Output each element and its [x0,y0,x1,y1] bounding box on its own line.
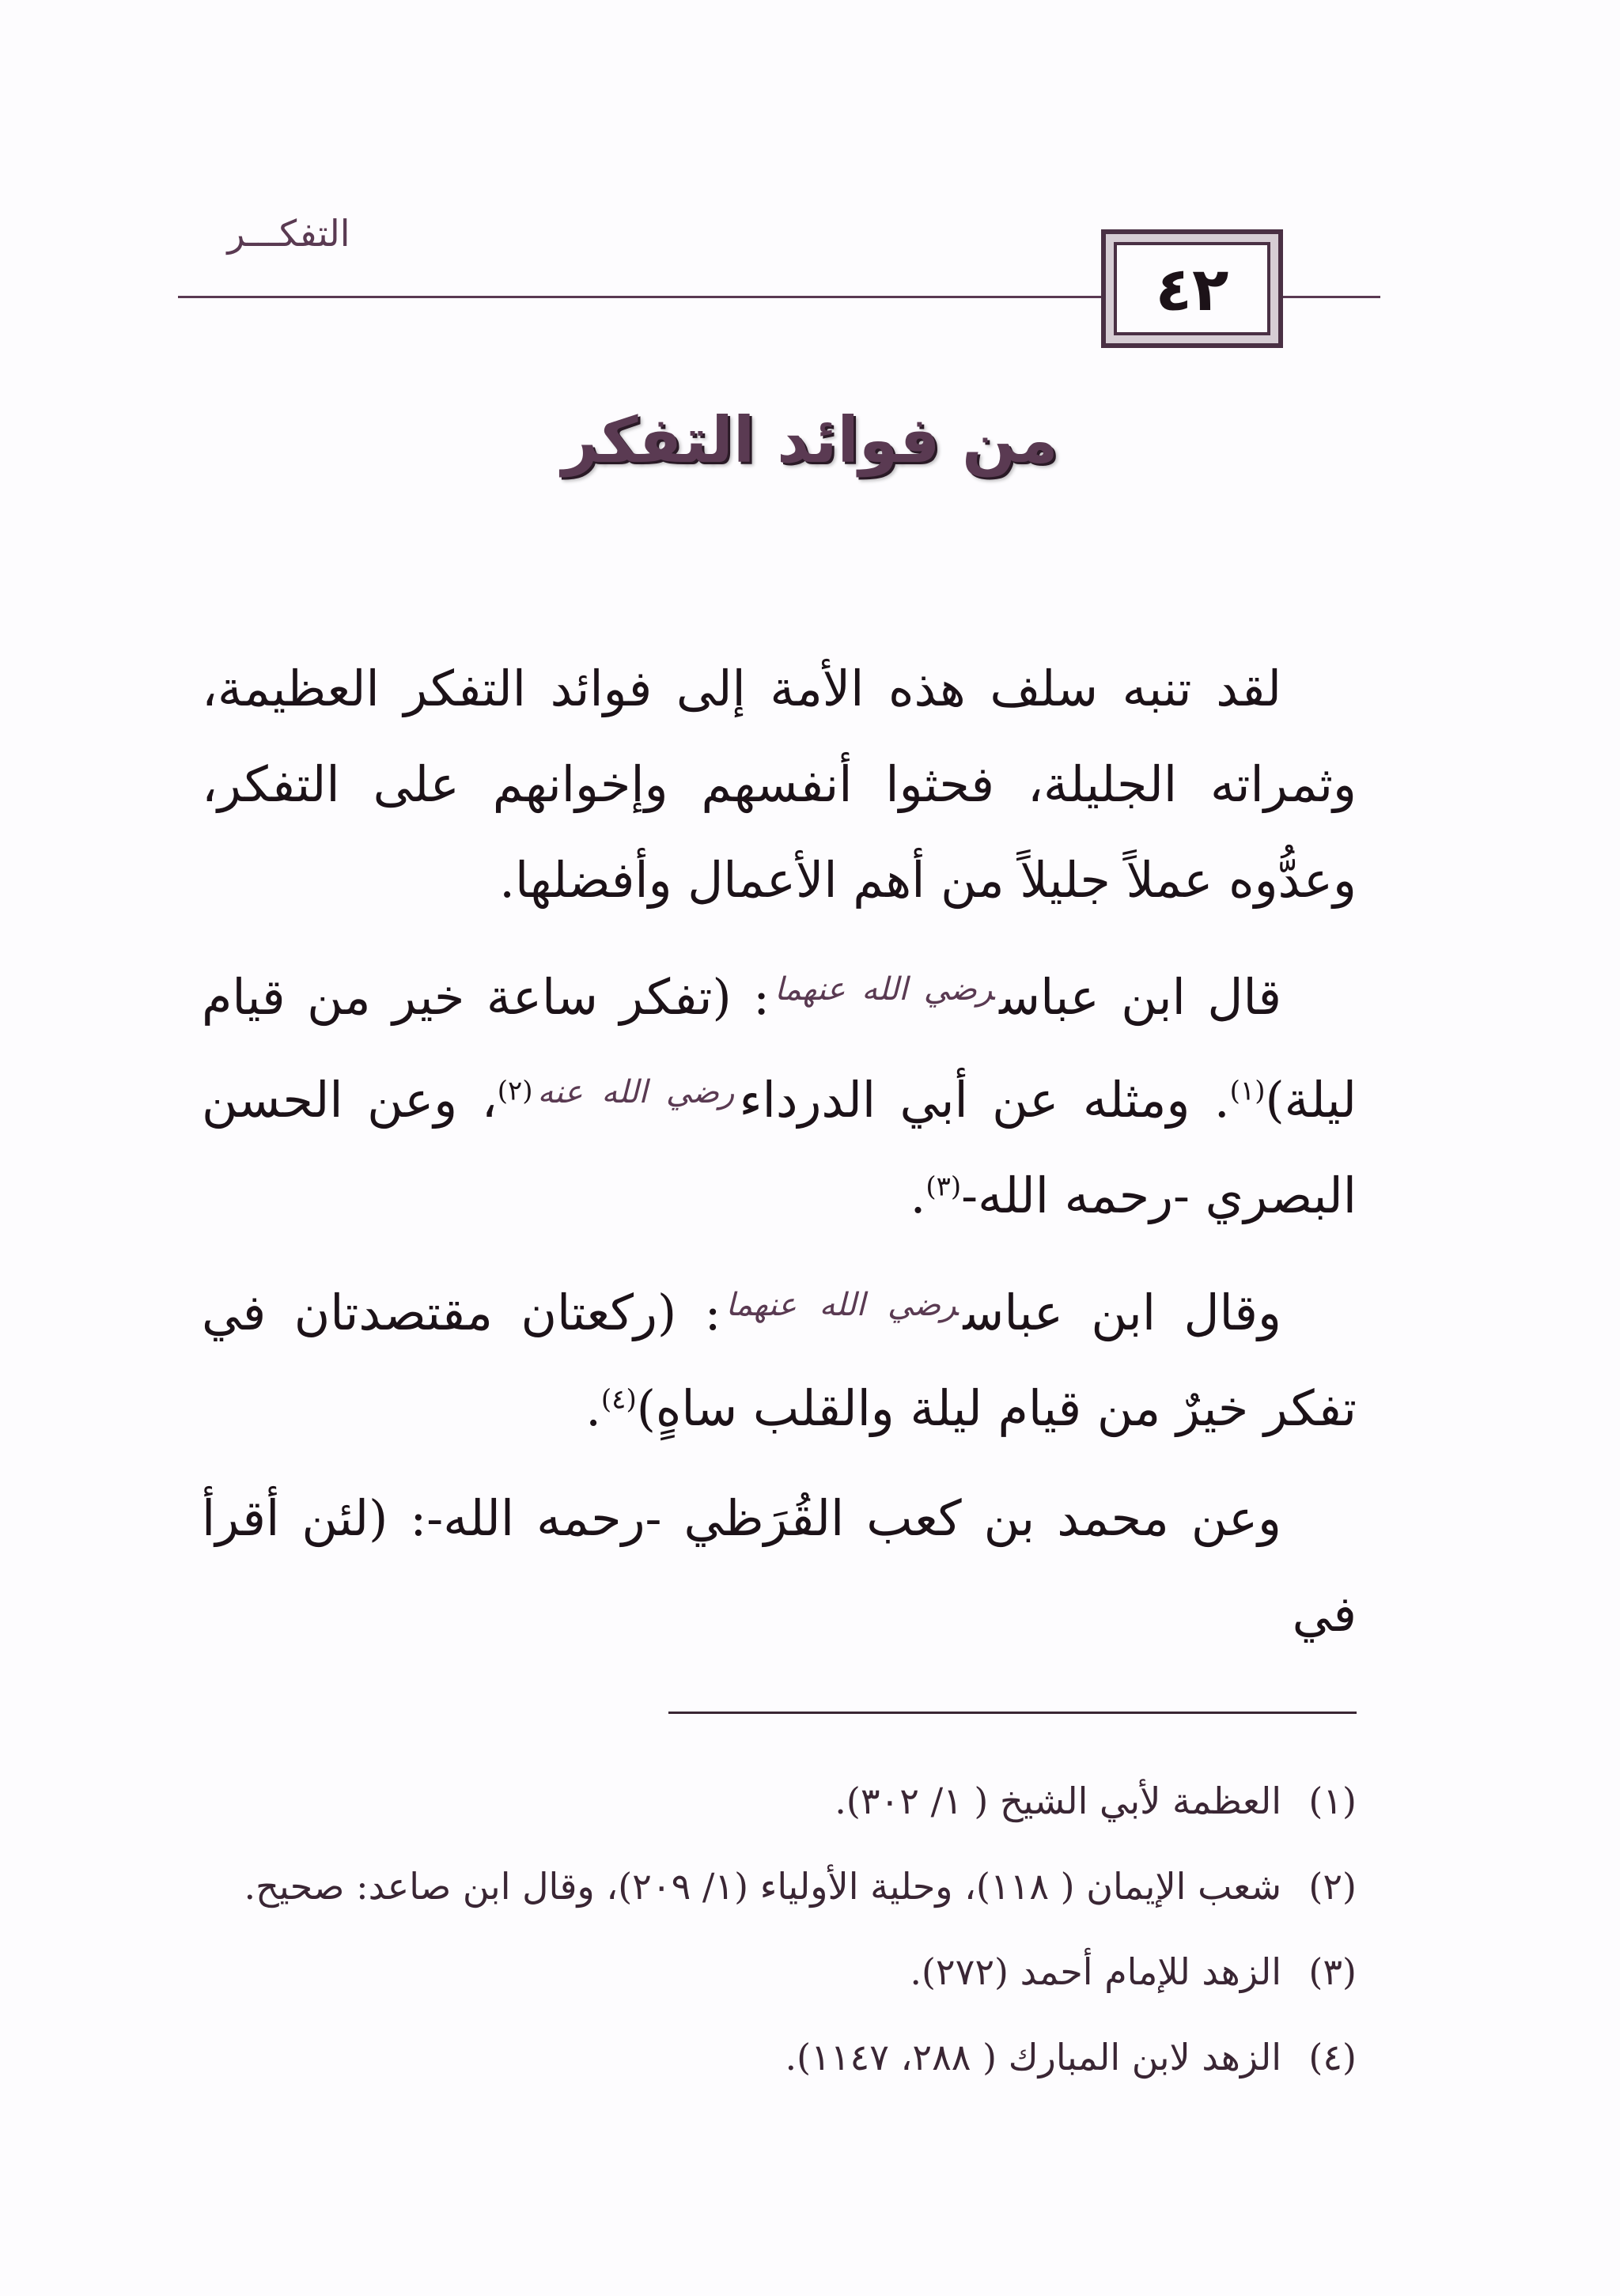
section-title: من فوائد التفكر [562,403,1058,477]
footnote-ref[interactable]: (٤) [600,1383,637,1416]
honorific-glyph: رضي الله عنهما [725,1287,959,1323]
footnote-number: (٣) [1308,1950,1357,1993]
text-run: ، وعن الحسن البصري -رحمه الله- [202,1071,1357,1224]
paragraph-2 [202,942,1357,1243]
paragraph-3 [202,1258,1357,1456]
body-text [202,641,1357,1676]
page-number-badge [1101,229,1283,348]
honorific-glyph: رضي الله عنهما [774,971,995,1008]
footnote-text: الزهد للإمام أحمد (٢٧٢). [910,1950,1281,1993]
page-number: ٤٢ [1155,253,1229,324]
paragraph-1: لقد تنبه سلف هذه الأمة إلى فوائد التفكر العظيمة، وثمراته الجليلة، فحثوا أنفسهم وإخوانهم على التفكر، وعدُّوه عملاً جليلاً من أهم الأعمال وأفضلها. [202,660,1357,909]
footnote-item [202,2016,1357,2098]
footnote-ref[interactable]: (١) [1229,1075,1266,1107]
text-run: . [585,1379,601,1437]
footnote-text: شعب الإيمان ( ١١٨)، وحلية الأولياء (١/ ٢٠٩)، وقال ابن صاعد: صحيح. [244,1865,1281,1908]
footnote-item [202,1760,1357,1842]
footnote-text: العظمة لأبي الشيخ ( ١/ ٣٠٢). [835,1780,1281,1822]
footnote-text: الزهد لابن المبارك ( ٢٨٨، ١١٤٧). [785,2036,1281,2079]
footnote-number: (١) [1308,1780,1357,1822]
footnote-number: (٤) [1308,2036,1357,2079]
running-title: التفكـــر [227,212,350,255]
footnotes [202,1760,1357,2101]
footnote-item [202,1931,1357,2013]
footnote-ref[interactable]: (٣) [925,1171,962,1203]
footnote-item [202,1845,1357,1927]
honorific-glyph: رضي الله عنه [537,1074,735,1110]
text-run: قال ابن عباس [999,968,1281,1026]
footnote-number: (٢) [1308,1865,1357,1908]
text-run: : (تفكر ساعة خير من قيام ليلة) [202,968,1357,1129]
text-run: . [910,1167,926,1224]
text-run: . ومثله عن أبي الدرداء [739,1071,1230,1129]
footnote-ref[interactable]: (٢) [497,1075,533,1107]
paragraph-4: وعن محمد بن كعب القُرَظي -رحمه الله-: (لئن أقرأ في [202,1489,1357,1643]
footnote-divider [668,1712,1357,1714]
text-run: وقال ابن عباس [963,1284,1281,1341]
text-run: : (ركعتان مقتصدتان في تفكر خيرٌ من قيام ليلة والقلب ساهٍ) [202,1284,1357,1437]
